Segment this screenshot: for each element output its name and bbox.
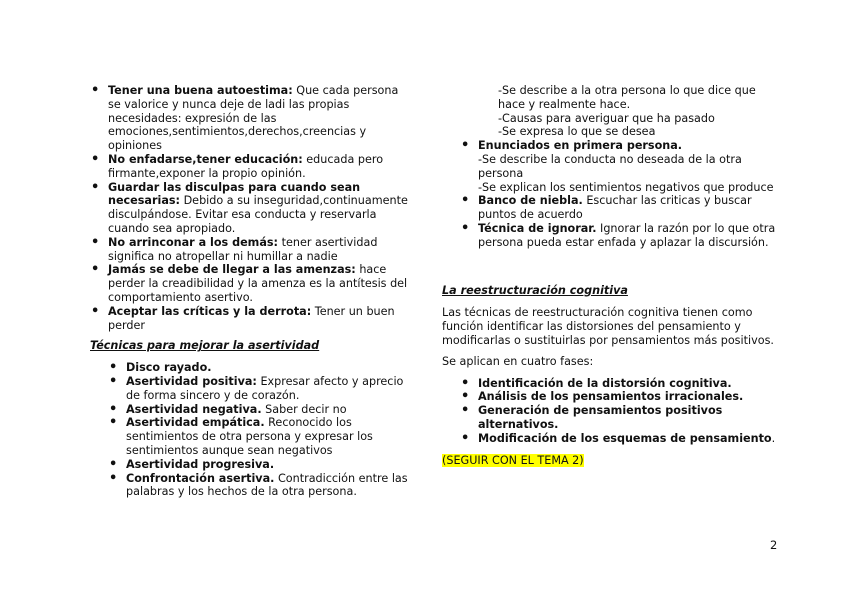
list-item [90, 472, 408, 500]
list-item [90, 263, 408, 304]
list-item [90, 416, 408, 457]
item-title: Asertividad empática. [126, 416, 265, 430]
item-text: . [771, 431, 776, 445]
item-text: Ignorar la razón por lo que otra persona pueda estar enfada y aplazar la discursión. [478, 221, 776, 249]
page-number: 2 [770, 538, 778, 552]
item-title: Confrontación asertiva. [126, 471, 275, 485]
continued-text [442, 84, 777, 139]
item-title: Aceptar las críticas y la derrota: [108, 304, 312, 318]
item-text: hace perder la creadibilidad y la amenza es la antítesis del comportamiento asertivo. [108, 263, 408, 304]
item-text: Expresar afecto y aprecio de forma sincero y de corazón. [126, 374, 404, 402]
continued-line: -Se expresa lo que se desea [498, 125, 656, 139]
item-title: Tener una buena autoestima: [108, 84, 293, 97]
item-title: No enfadarse,tener educación: [108, 152, 303, 166]
section-heading-cognitive: La reestructuración cognitiva [442, 283, 628, 297]
item-title: Análisis de los pensamientos irracionales. [478, 390, 744, 404]
techniques-list-continued [442, 139, 777, 249]
item-text: tener asertividad significa no atropellar ni humillar a nadie [108, 235, 378, 263]
item-title: Enunciados en primera persona. [478, 139, 683, 153]
list-item [90, 305, 408, 333]
item-text: Que cada persona se valorice y nunca deje de ladi las propias necesidades: expresión de las emociones,sentimientos,derechos,creencias y opiniones [108, 84, 399, 153]
list-item [90, 153, 408, 181]
phases-list [442, 377, 777, 446]
section-heading-techniques: Técnicas para mejorar la asertividad [90, 339, 320, 353]
list-item [90, 84, 408, 153]
item-text: educada pero firmante,exponer la propio opinión. [108, 152, 384, 180]
techniques-list [90, 361, 408, 499]
list-item [442, 139, 777, 194]
item-title: No arrinconar a los demás: [108, 235, 279, 249]
highlighted-note: (SEGUIR CON EL TEMA 2) [442, 453, 584, 467]
item-text: -Se describe la conducta no deseada de la otra persona [478, 152, 742, 180]
item-title: Modificación de los esquemas de pensamiento [478, 431, 772, 445]
list-item [442, 222, 777, 250]
list-item [442, 390, 777, 404]
item-title: Identificación de la distorsión cognitiva. [478, 376, 732, 390]
item-text: Tener un buen perder [108, 304, 395, 332]
item-text: Contradicción entre las palabras y los hechos de la otra persona. [126, 471, 408, 499]
item-title: Jamás se debe de llegar a las amenzas: [108, 263, 356, 277]
continued-line: -Causas para averiguar que ha pasado [498, 111, 715, 125]
left-column [90, 84, 408, 499]
item-title: Asertividad negativa. [126, 402, 262, 416]
item-text: -Se explican los sentimientos negativos que produce [478, 180, 774, 194]
item-title: Disco rayado. [126, 361, 212, 375]
item-text: Saber decir no [261, 402, 347, 416]
list-item [442, 404, 777, 432]
right-column [442, 84, 777, 467]
list-item [90, 403, 408, 417]
list-item [442, 432, 777, 446]
list-item [90, 181, 408, 236]
list-item [442, 194, 777, 222]
attitude-list [90, 84, 408, 332]
list-item [90, 375, 408, 403]
continued-line: -Se describe a la otra persona lo que dice que hace y realmente hace. [498, 84, 756, 111]
item-text: Reconocido los sentimientos de otra persona y expresar los sentimientos aunque sean negativos [126, 416, 373, 457]
item-title: Generación de pensamientos positivos alternativos. [478, 404, 723, 431]
item-title: Técnica de ignorar. [478, 221, 597, 235]
item-title: Asertividad progresiva. [126, 457, 275, 471]
list-item [90, 236, 408, 264]
item-text: Debido a su inseguridad,continuamente disculpándose. Evitar esa conducta y reservarla cuando sea apropiado. [108, 194, 408, 235]
list-item [90, 361, 408, 375]
list-item [442, 377, 777, 391]
item-title: Banco de niebla. [478, 194, 583, 208]
item-text: Escuchar las criticas y buscar puntos de acuerdo [478, 194, 752, 222]
item-title: Guardar las disculpas para cuando sean necesarias: [108, 180, 361, 208]
phases-intro: Se aplican en cuatro fases: [442, 354, 594, 368]
list-item [90, 458, 408, 472]
intro-paragraph: Las técnicas de reestructuración cognitiva tienen como función identificar las distorsiones del pensamiento y modificarlas o sustituirlas por pensamientos más positivos. [442, 306, 774, 347]
item-title: Asertividad positiva: [126, 374, 257, 388]
